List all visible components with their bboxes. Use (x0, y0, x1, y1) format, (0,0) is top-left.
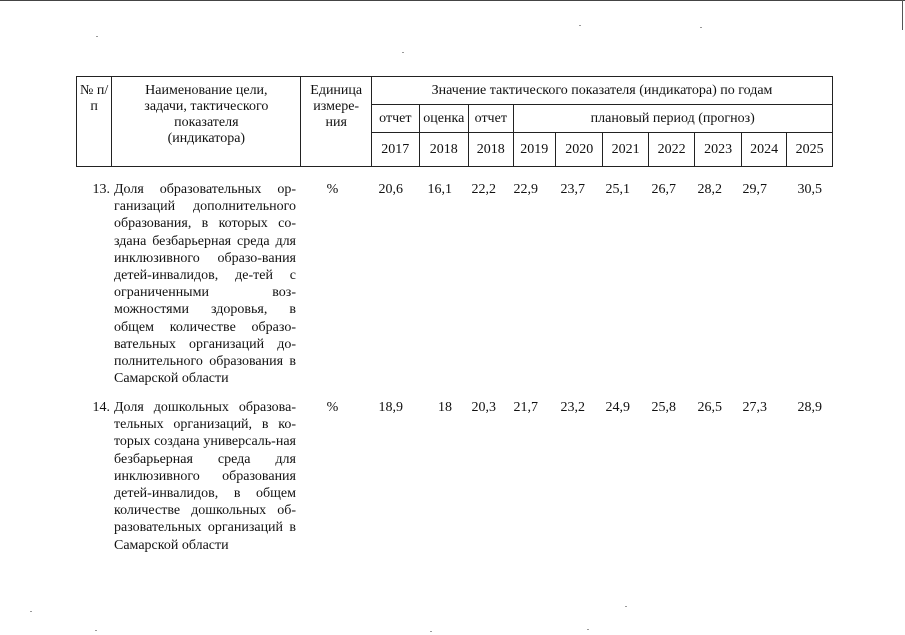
year-header: 2023 (695, 133, 741, 167)
page-top-edge (0, 0, 905, 1)
values-group-header: Значение тактического показателя (индикатора) по годам (372, 77, 833, 105)
value-2020: 23,2 (560, 400, 585, 415)
page-right-edge (902, 0, 903, 30)
value-2017-report: 18,9 (378, 400, 403, 415)
value-2022: 25,8 (651, 400, 676, 415)
table-row (76, 399, 833, 559)
scan-speck (402, 52, 404, 53)
value-2018-report: 22,2 (471, 182, 496, 197)
value-2017-report: 20,6 (378, 182, 403, 197)
scan-speck (700, 27, 702, 28)
value-2022: 26,7 (651, 182, 676, 197)
year-header: 2017 (372, 133, 419, 167)
value-2021: 25,1 (605, 182, 630, 197)
row-number: 14. (92, 400, 110, 415)
unit-value: % (326, 182, 339, 197)
unit-column-header: Единица измере-ния (301, 77, 372, 167)
value-2023: 28,2 (697, 182, 722, 197)
scan-speck (96, 36, 98, 37)
scan-speck (579, 25, 581, 26)
value-2021: 24,9 (605, 400, 630, 415)
year-header: 2024 (741, 133, 786, 167)
subheader-report-1: отчет (372, 105, 419, 133)
name-column-header: Наименование цели, задачи, тактического показателя (индикатора) (112, 77, 301, 167)
year-header: 2021 (603, 133, 648, 167)
value-2018-estimate: 16,1 (427, 182, 452, 197)
year-header: 2018 (419, 133, 469, 167)
value-2025: 28,9 (797, 400, 822, 415)
value-2018-estimate: 18 (438, 400, 452, 415)
value-2019: 21,7 (513, 400, 538, 415)
year-header: 2022 (648, 133, 694, 167)
year-header: 2018 (469, 133, 513, 167)
row-number: 13. (92, 182, 110, 197)
value-2024: 29,7 (742, 182, 767, 197)
unit-value: % (326, 400, 339, 415)
value-2023: 26,5 (697, 400, 722, 415)
value-2018-report: 20,3 (471, 400, 496, 415)
year-header: 2020 (555, 133, 602, 167)
subheader-report-2: отчет (469, 105, 513, 133)
indicator-name: Доля образовательных ор-ганизаций дополнительного образования, в которых со-здана безбарьерная среда для инклюзивного образо-вания детей-инвалидов, де-тей с ограниченными воз-можностями здоровья, в общем количестве образо-вательных организаций до-полнительного образования в Самарской области (114, 182, 296, 387)
scan-speck (625, 606, 627, 607)
year-header: 2019 (513, 133, 555, 167)
subheader-plan-period: плановый период (прогноз) (513, 105, 832, 133)
scan-speck (587, 629, 589, 630)
year-header: 2025 (787, 133, 833, 167)
value-2019: 22,9 (513, 182, 538, 197)
indicator-table-header (76, 76, 833, 167)
num-column-header: № п/п (77, 77, 112, 167)
scan-speck (95, 630, 97, 631)
value-2024: 27,3 (742, 400, 767, 415)
value-2025: 30,5 (797, 182, 822, 197)
table-row (76, 181, 833, 391)
indicator-name: Доля дошкольных образова-тельных организаций, в ко-торых создана универсаль-ная безбарьерная среда для инклюзивного образования детей-инвалидов, в общем количестве дошкольных об-разовательных организаций в Самарской области (114, 400, 296, 553)
subheader-estimate: оценка (419, 105, 469, 133)
value-2020: 23,7 (560, 182, 585, 197)
scan-speck (430, 631, 432, 632)
scan-speck (30, 611, 32, 612)
